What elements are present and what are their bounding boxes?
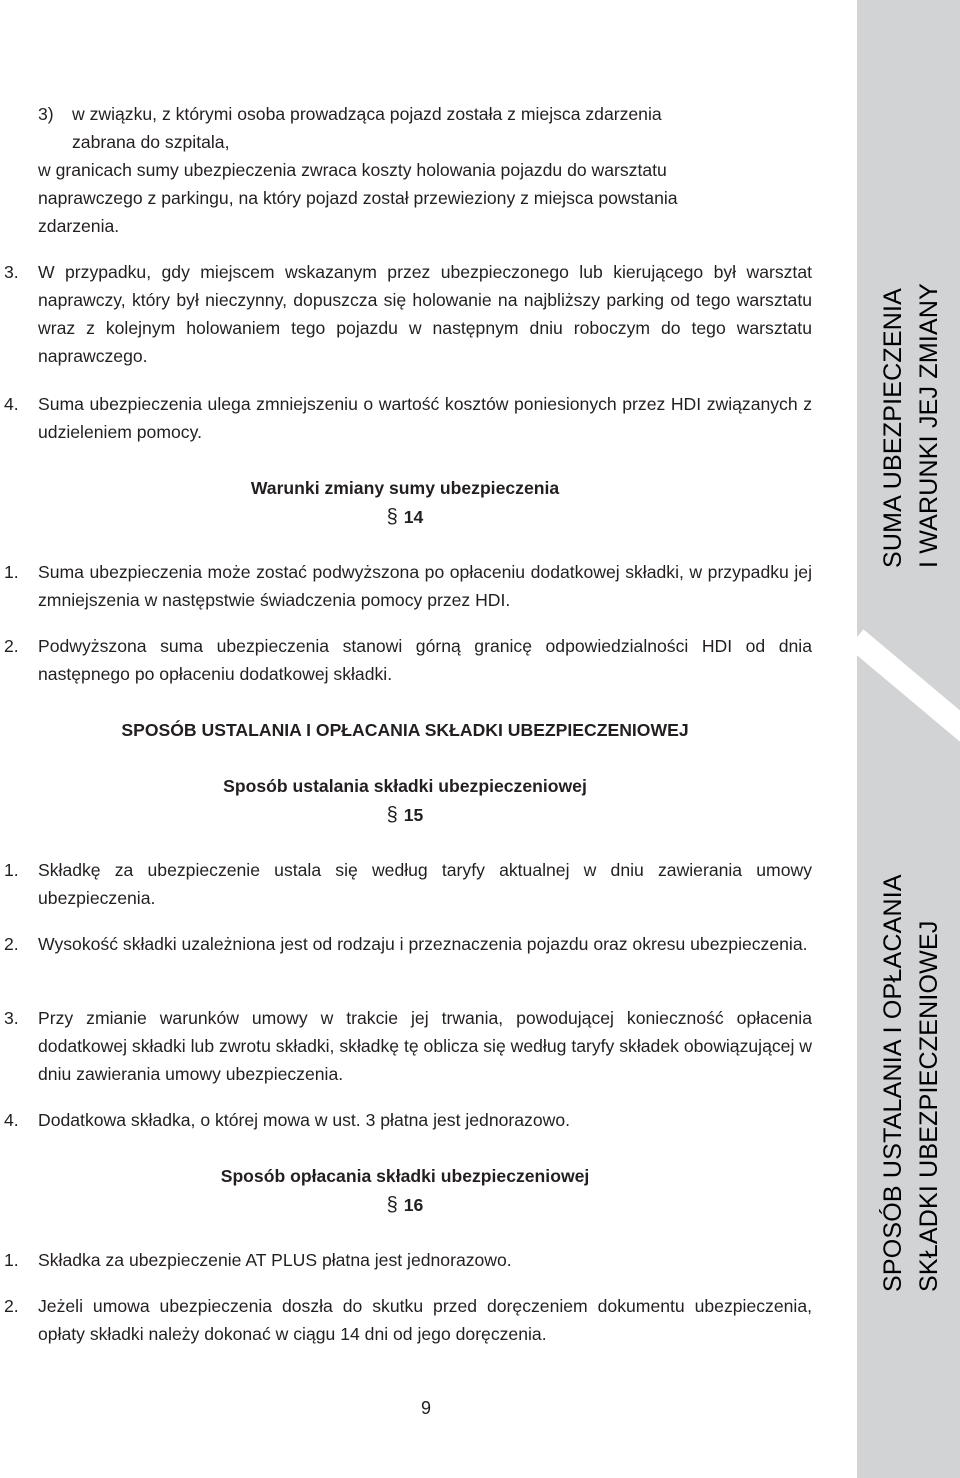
chapter-title: SPOSÓB USTALANIA I OPŁACANIA SKŁADKI UBEZPIECZENIOWEJ [121,720,689,740]
paragraph-3a-cont-line2: naprawczego z parkingu, na który pojazd został przewieziony z miejsca powstania [38,188,678,208]
sidebar-tab-line: SKŁADKI UBEZPIECZENIOWEJ [915,920,943,1292]
section-14-heading: Warunki zmiany sumy ubezpieczenia [250,478,560,498]
sidebar-divider [848,629,960,750]
item-number: 1. [4,562,19,582]
section-16-number [0,1191,810,1219]
item-number: 2. [4,1296,19,1316]
item-number: 1. [4,860,19,880]
paragraph-3a-cont-line1: w granicach sumy ubezpieczenia zwraca koszty holowania pojazdu do warsztatu [38,160,667,180]
section-15-number [0,801,810,829]
item-number: 2. [4,636,19,656]
section-14-item-1: Suma ubezpieczenia może zostać podwyższona po opłaceniu dodatkowej składki, w przypadku jej zmniejszenia w następstwie świadczenia pomocy przez HDI. [38,562,812,610]
sidebar-tab-line: SPOSÓB USTALANIA I OPŁACANIA [879,874,907,1292]
section-sign: § [386,804,398,826]
section-number: 14 [403,507,424,527]
paragraph-3: W przypadku, gdy miejscem wskazanym przez ubezpieczonego lub kierującego był warsztat naprawczy, który był nieczynny, dopuszcza się holowanie na najbliższy parking od tego warsztatu wraz z kolejnym holowaniem tego pojazdu w następnym dniu roboczym do tego warsztatu naprawczego. [38,262,812,366]
sidebar-tab-line: I WARUNKI JEJ ZMIANY [915,282,943,568]
item-number: 3) [38,104,54,124]
section-sign: § [386,1194,398,1216]
section-sign: § [386,506,398,528]
sidebar-tab-line: SUMA UBEZPIECZENIA [879,287,907,568]
item-number: 2. [4,934,19,954]
item-number: 4. [4,394,19,414]
section-15-item-4: Dodatkowa składka, o której mowa w ust. 3 płatna jest jednorazowo. [38,1110,570,1130]
sidebar-tab-sum-insured [875,283,947,568]
page-number: 9 [420,1398,431,1418]
section-15-item-1: Składkę za ubezpieczenie ustala się według taryfy aktualnej w dniu zawierania umowy ubezpieczenia. [38,860,812,908]
paragraph-3a-line2: zabrana do szpitala, [72,132,230,152]
section-16-heading: Sposób opłacania składki ubezpieczeniowej [220,1166,590,1186]
paragraph-3a-cont-line3: zdarzenia. [38,216,120,236]
chapter-sidebar [857,0,960,1478]
paragraph-4: Suma ubezpieczenia ulega zmniejszeniu o wartość kosztów poniesionych przez HDI związanych z udzieleniem pomocy. [38,394,812,442]
item-number: 3. [4,1008,19,1028]
section-15-heading: Sposób ustalania składki ubezpieczeniowej [223,776,587,796]
section-14-item-2: Podwyższona suma ubezpieczenia stanowi górną granicę odpowiedzialności HDI od dnia następnego po opłaceniu dodatkowej składki. [38,636,812,684]
sidebar-tab-premium [875,874,947,1292]
section-number: 16 [403,1195,424,1215]
section-number: 15 [403,805,424,825]
item-number: 4. [4,1110,19,1130]
paragraph-3a-line1: w związku, z którymi osoba prowadząca pojazd została z miejsca zdarzenia [72,104,662,124]
section-16-item-2: Jeżeli umowa ubezpieczenia doszła do skutku przed doręczeniem dokumentu ubezpieczenia, opłaty składki należy dokonać w ciągu 14 dni od jego doręczenia. [38,1296,812,1344]
section-14-number [0,503,810,531]
section-16-item-1: Składka za ubezpieczenie AT PLUS płatna jest jednorazowo. [38,1250,512,1270]
item-number: 3. [4,262,19,282]
item-number: 1. [4,1250,19,1270]
section-15-item-3: Przy zmianie warunków umowy w trakcie jej trwania, powodującej konieczność opłacenia dodatkowej składki lub zwrotu składki, składkę tę oblicza się według taryfy składek obowiązującej w dniu zawierania umowy ubezpieczenia. [38,1008,812,1084]
section-15-item-2: Wysokość składki uzależniona jest od rodzaju i przeznaczenia pojazdu oraz okresu ubezpieczenia. [38,934,808,954]
